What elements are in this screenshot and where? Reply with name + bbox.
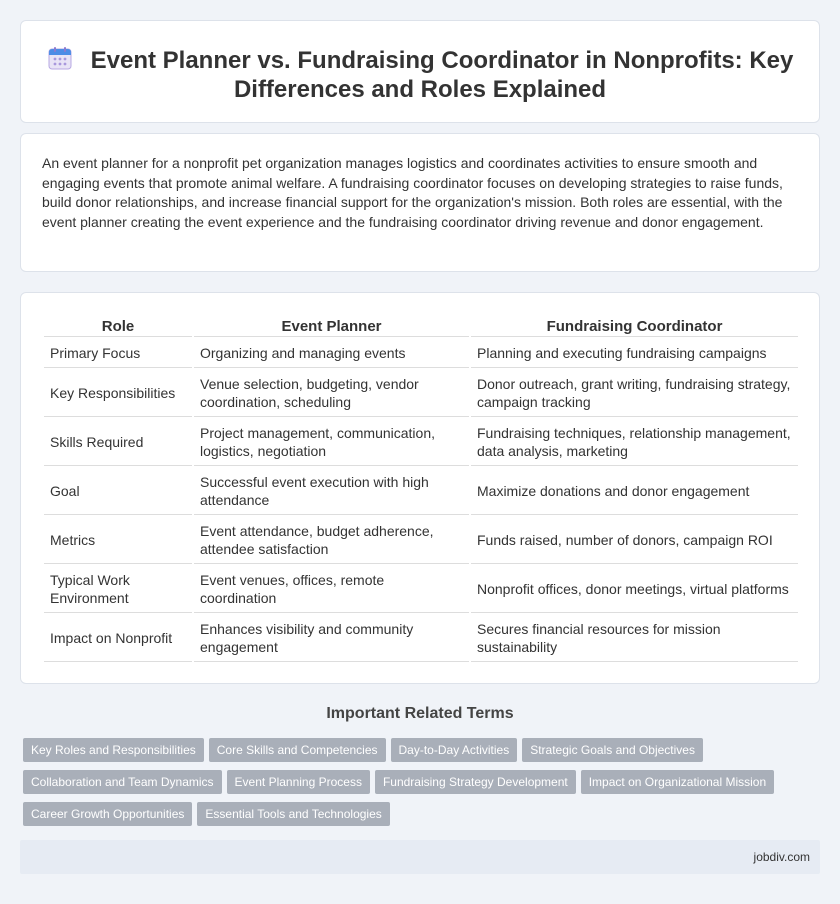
tag-core-skills[interactable]: Core Skills and Competencies — [209, 738, 386, 762]
table-row — [44, 370, 798, 417]
table-row — [44, 615, 798, 662]
tag-day-to-day[interactable]: Day-to-Day Activities — [391, 738, 518, 762]
row-label: Primary Focus — [44, 339, 192, 368]
fundraising-coordinator-cell: Planning and executing fundraising campaigns — [471, 339, 798, 368]
tag-impact-mission[interactable]: Impact on Organizational Mission — [581, 770, 774, 794]
table-row — [44, 566, 798, 613]
row-label: Key Responsibilities — [44, 370, 192, 417]
table-row — [44, 468, 798, 515]
related-terms-tags — [23, 738, 813, 834]
event-planner-cell: Organizing and managing events — [194, 339, 469, 368]
comparison-table — [42, 315, 800, 664]
event-planner-cell: Event attendance, budget adherence, attendee satisfaction — [194, 517, 469, 564]
row-label: Impact on Nonprofit — [44, 615, 192, 662]
tag-strategic-goals[interactable]: Strategic Goals and Objectives — [522, 738, 703, 762]
tag-tools-technologies[interactable]: Essential Tools and Technologies — [197, 802, 389, 826]
title-wrap — [21, 45, 819, 104]
row-label: Skills Required — [44, 419, 192, 466]
footer — [20, 840, 820, 874]
fundraising-coordinator-cell: Donor outreach, grant writing, fundraising strategy, campaign tracking — [471, 370, 798, 417]
intro-paragraph: An event planner for a nonprofit pet organization manages logistics and coordinates activities to ensure smooth and engaging events that promote animal welfare. A fundraising coordinator focuses on developing strategies to raise funds, build donor relationships, and increase financial support for the organization's mission. Both roles are essential, with the event planner creating the event experience and the fundraising coordinator driving revenue and donor engagement. — [42, 155, 783, 230]
header-fundraising-coordinator: Fundraising Coordinator — [471, 317, 798, 337]
fundraising-coordinator-cell: Secures financial resources for mission sustainability — [471, 615, 798, 662]
related-terms-title: Important Related Terms — [326, 705, 514, 722]
fundraising-coordinator-cell: Fundraising techniques, relationship management, data analysis, marketing — [471, 419, 798, 466]
tag-event-planning-process[interactable]: Event Planning Process — [227, 770, 370, 794]
tag-row — [23, 802, 813, 834]
tag-career-growth[interactable]: Career Growth Opportunities — [23, 802, 192, 826]
row-label: Typical Work Environment — [44, 566, 192, 613]
table-row — [44, 419, 798, 466]
calendar-icon — [47, 45, 73, 71]
table-header-row — [44, 317, 798, 337]
comparison-card — [20, 292, 820, 684]
event-planner-cell: Enhances visibility and community engagement — [194, 615, 469, 662]
header-role: Role — [44, 317, 192, 337]
tag-key-roles[interactable]: Key Roles and Responsibilities — [23, 738, 204, 762]
tag-fundraising-strategy[interactable]: Fundraising Strategy Development — [375, 770, 576, 794]
event-planner-cell: Venue selection, budgeting, vendor coordination, scheduling — [194, 370, 469, 417]
header-event-planner: Event Planner — [194, 317, 469, 337]
footer-site-link[interactable]: jobdiv.com — [753, 850, 810, 864]
row-label: Goal — [44, 468, 192, 515]
fundraising-coordinator-cell: Maximize donations and donor engagement — [471, 468, 798, 515]
table-row — [44, 517, 798, 564]
title-card — [20, 20, 820, 123]
tag-collaboration[interactable]: Collaboration and Team Dynamics — [23, 770, 222, 794]
event-planner-cell: Project management, communication, logistics, negotiation — [194, 419, 469, 466]
event-planner-cell: Successful event execution with high attendance — [194, 468, 469, 515]
intro-card — [20, 133, 820, 272]
page-title: Event Planner vs. Fundraising Coordinator in Nonprofits: Key Differences and Roles Explained — [90, 47, 794, 103]
table-row — [44, 339, 798, 368]
fundraising-coordinator-cell: Funds raised, number of donors, campaign ROI — [471, 517, 798, 564]
tag-row — [23, 770, 813, 802]
fundraising-coordinator-cell: Nonprofit offices, donor meetings, virtual platforms — [471, 566, 798, 613]
tag-row — [23, 738, 813, 770]
event-planner-cell: Event venues, offices, remote coordination — [194, 566, 469, 613]
row-label: Metrics — [44, 517, 192, 564]
